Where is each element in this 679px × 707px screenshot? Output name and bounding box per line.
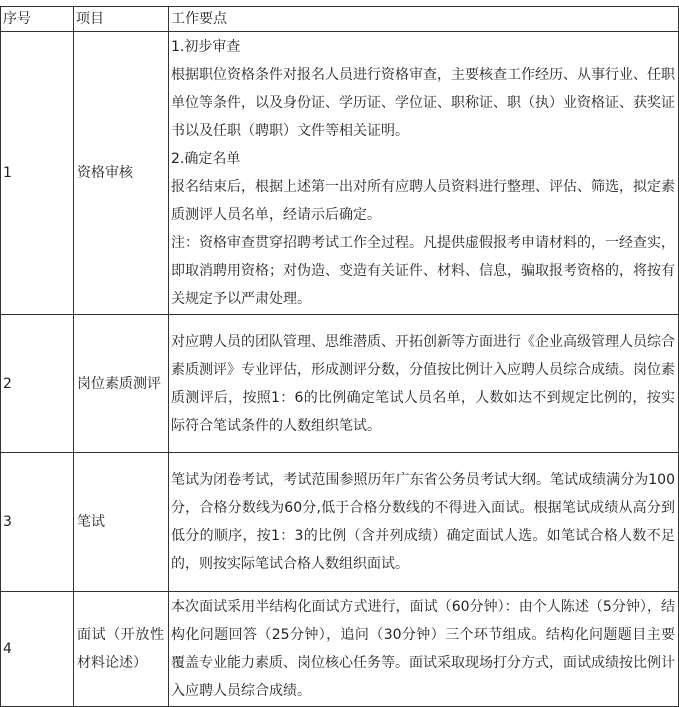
requirement-paragraph: 注：资格审查贯穿招聘考试工作全过程。凡提供虚假报考申请材料的，一经查实，即取消聘用资格；对伪造、变造有关证件、材料、信息，骗取报考资格的，将按有关规定予以严肃处理。 [171, 235, 675, 307]
requirement-paragraph: 1.初步审查 [171, 39, 241, 55]
row-number-cell: 1 [1, 32, 74, 315]
row-item-cell: 岗位素质测评 [74, 315, 169, 453]
requirement-paragraph: 根据职位资格条件对报名人员进行资格审查，主要核查工作经历、从事行业、任职单位等条件，以及身份证、学历证、学位证、职称证、职（执）业资格证、获奖证书以及任职（聘职）文件等相关证明。 [171, 67, 675, 139]
header-requirements: 工作要点 [169, 7, 679, 32]
requirement-paragraph: 本次面试采用半结构化面试方式进行，面试（60分钟）：由个人陈述（5分钟），结构化问题回答（25分钟），追问（30分钟）三个环节组成。结构化问题题目主要覆盖专业能力素质、岗位核心任务等。面试采取现场打分方式，面试成绩按比例计入应聘人员综合成绩。 [171, 599, 675, 699]
row-requirements-cell [169, 453, 679, 592]
row-requirements-cell [169, 32, 679, 315]
header-item: 项目 [74, 7, 169, 32]
row-item-cell: 笔试 [74, 453, 169, 592]
row-requirements-cell [169, 592, 679, 707]
table-row [1, 32, 679, 315]
row-requirements-cell [169, 315, 679, 453]
requirement-paragraph: 对应聘人员的团队管理、思维潜质、开拓创新等方面进行《企业高级管理人员综合素质测评》专业评估，形成测评分数，分值按比例计入应聘人员综合成绩。岗位素质测评后，按照1：6的比例确定笔试人员名单，人数如达不到规定比例的，按实际符合笔试条件的人数组织笔试。 [171, 333, 675, 434]
table-header-row [1, 7, 679, 32]
table-row [1, 453, 679, 592]
row-number-cell: 4 [1, 592, 74, 707]
requirement-paragraph: 2.确定名单 [171, 151, 241, 167]
table-row [1, 592, 679, 707]
row-number-cell: 3 [1, 453, 74, 592]
row-number-cell: 2 [1, 315, 74, 453]
work-points-table [0, 6, 679, 707]
table-row [1, 315, 679, 453]
row-item-cell: 面试（开放性材料论述） [74, 592, 169, 707]
header-no: 序号 [1, 7, 74, 32]
row-item-cell: 资格审核 [74, 32, 169, 315]
requirement-paragraph: 笔试为闭卷考试，考试范围参照历年广东省公务员考试大纲。笔试成绩满分为100分，合格分数线为60分,低于合格分数线的不得进入面试。根据笔试成绩从高分到低分的顺序，按1：3的比例（含并列成绩）确定面试人选。如笔试合格人数不足的，则按实际笔试合格人数组织面试。 [171, 472, 675, 572]
requirement-paragraph: 报名结束后，根据上述第一出对所有应聘人员资料进行整理、评估、筛选，拟定素质测评人员名单，经请示后确定。 [171, 179, 675, 223]
